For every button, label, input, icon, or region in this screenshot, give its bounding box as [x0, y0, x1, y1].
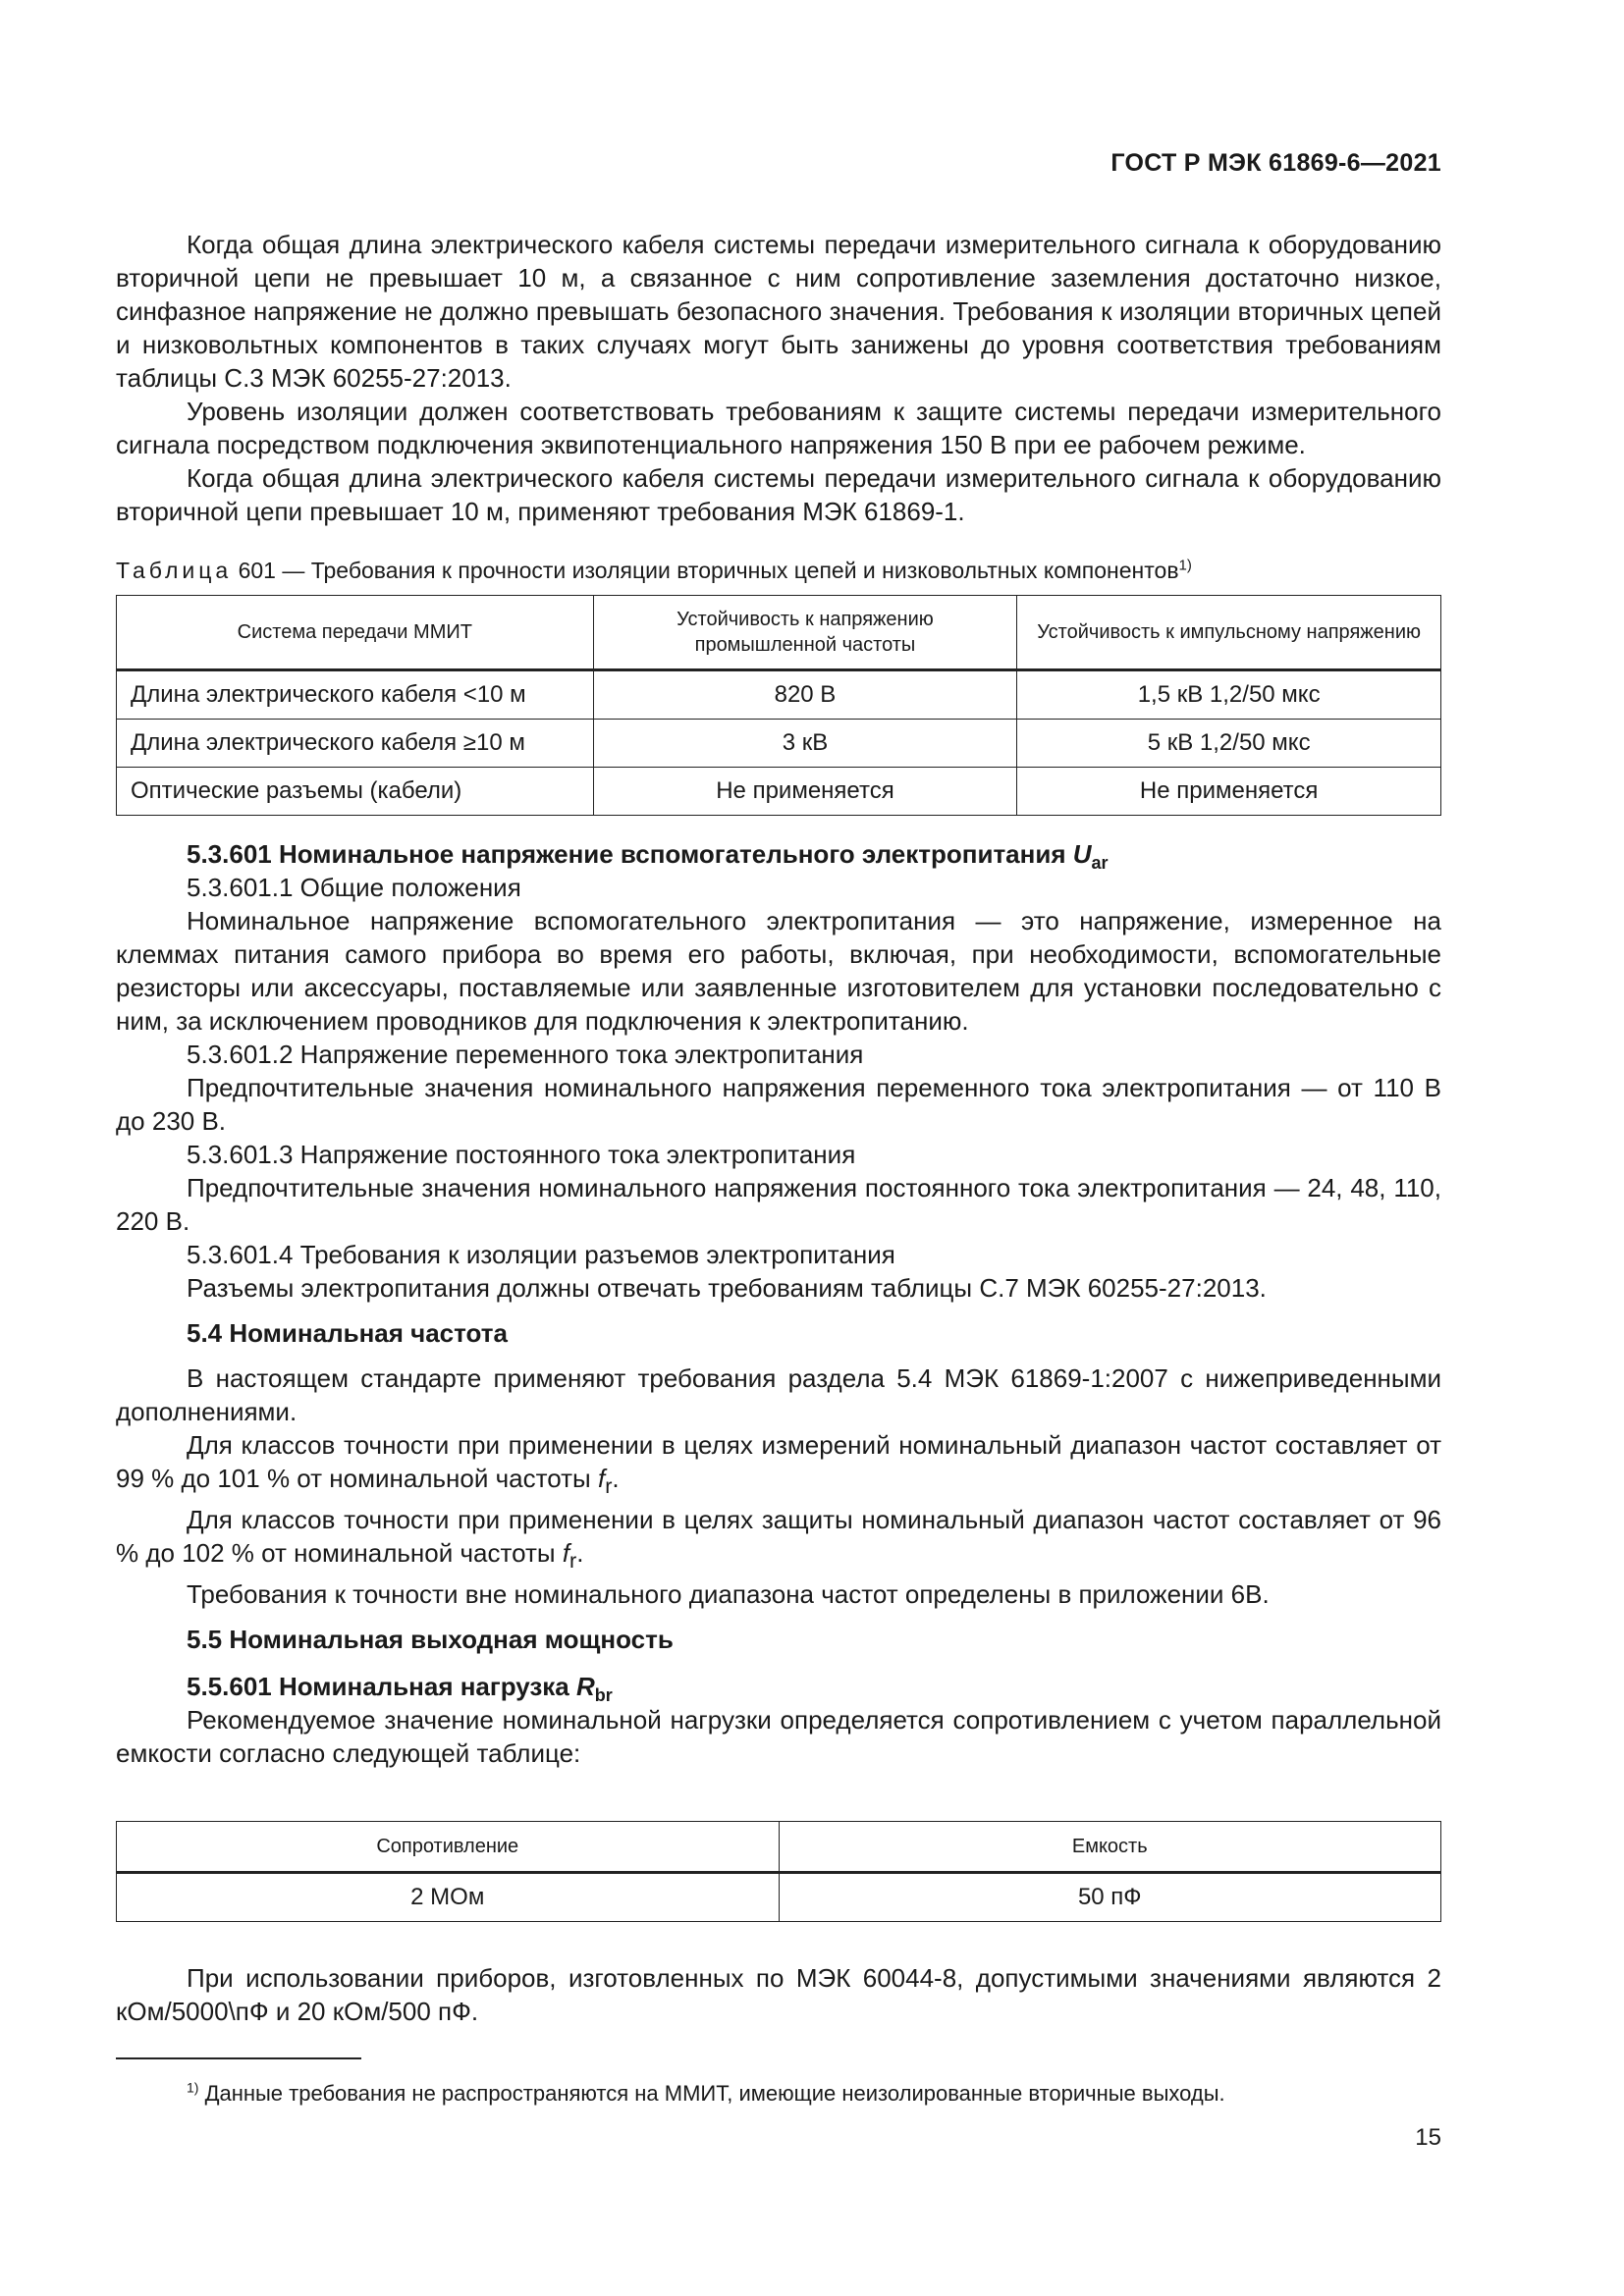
section-heading-5-5: 5.5 Номинальная выходная мощность [187, 1625, 674, 1655]
footnote-mark: 1) [187, 2079, 199, 2096]
paragraph: Предпочтительные значения номинального напряжения постоянного тока электропитания — 24, 48, 110, 220 В. [116, 1173, 1441, 1236]
paragraph [116, 1428, 1441, 1503]
subsection-heading: 5.3.601.2 Напряжение переменного тока электропитания [187, 1040, 864, 1069]
footnote-separator [116, 2057, 361, 2059]
table-cell: 1,5 кВ 1,2/50 мкс [1017, 670, 1441, 720]
subsection-heading: 5.3.601.4 Требования к изоляции разъемов электропитания [187, 1240, 895, 1269]
page-number: 15 [1415, 2124, 1441, 2151]
variable-subscript: ar [1091, 853, 1109, 874]
table-cell: 3 кВ [593, 720, 1017, 768]
paragraph: Требования к точности вне номинального диапазона частот определены в приложении 6В. [187, 1579, 1270, 1610]
table-header-row [117, 1822, 1441, 1873]
variable-symbol: U [1072, 839, 1092, 869]
table-cell: 5 кВ 1,2/50 мкс [1017, 720, 1441, 768]
paragraph: Уровень изоляции должен соответствовать требованиям к защите системы передачи измерительного сигнала посредством подключения эквипотенциального напряжения 150 В при ее рабочем режиме. [116, 397, 1441, 459]
footnote-text: Данные требования не распространяются на ММИТ, имеющие неизолированные вторичные выходы. [198, 2081, 1225, 2106]
table-caption [116, 556, 1441, 585]
paragraph [116, 1503, 1441, 1577]
table-header-cell: Сопротивление [117, 1822, 780, 1873]
section-title: 5.5.601 Номинальная нагрузка [187, 1672, 576, 1702]
paragraph: В настоящем стандарте применяют требования раздела 5.4 МЭК 61869-1:2007 с нижеприведенными дополнениями. [116, 1363, 1441, 1426]
paragraph: Рекомендуемое значение номинальной нагрузки определяется сопротивлением с учетом параллельной емкости согласно следующей таблице: [116, 1705, 1441, 1769]
paragraph-text: Для классов точности при применении в целях защиты номинальный диапазон частот составляет от 96 % до 102 % от номинальной частоты [116, 1505, 1441, 1569]
table-cell: Не применяется [1017, 768, 1441, 816]
paragraph: Номинальное напряжение вспомогательного электропитания — это напряжение, измеренное на клеммах питания самого прибора во время его работы, включая, при необходимости, вспомогательные резисторы или аксессуары, поставляемые или заявленные изготовителем для установки последовательно с ним, за исключением проводников для подключения к электропитанию. [116, 906, 1441, 1036]
table-header-cell: Система передачи ММИТ [117, 596, 594, 670]
table-cell: Оптические разъемы (кабели) [117, 768, 594, 816]
paragraph: При использовании приборов, изготовленных по МЭК 60044-8, допустимыми значениями являются 2 кОм/5000\пФ и 20 кОм/500 пФ. [116, 1963, 1441, 2027]
table-row [117, 768, 1441, 816]
table-cell: 2 МОм [117, 1873, 780, 1922]
table-cell: Не применяется [593, 768, 1017, 816]
variable-symbol: R [576, 1672, 595, 1702]
table-header-row [117, 596, 1441, 670]
variable-symbol: f [597, 1464, 606, 1493]
insulation-table [116, 595, 1441, 816]
burden-table [116, 1821, 1441, 1922]
table-caption-text: 601 — Требования к прочности изоляции вторичных цепей и низковольтных компонентов [232, 558, 1179, 583]
section-heading-5-4: 5.4 Номинальная частота [187, 1318, 508, 1348]
subsection-heading: 5.3.601.1 Общие положения [187, 873, 521, 902]
footnote-ref: 1) [1178, 557, 1192, 574]
paragraph: Разъемы электропитания должны отвечать требованиям таблицы С.7 МЭК 60255-27:2013. [187, 1273, 1267, 1303]
table-caption-word: Таблица [116, 558, 233, 583]
table-header-cell: Емкость [779, 1822, 1441, 1873]
section-heading-5-5-601 [116, 1670, 1441, 1706]
table-cell: 820 В [593, 670, 1017, 720]
paragraph-text: Для классов точности при применении в целях измерений номинальный диапазон частот составляет от 99 % до 101 % от номинальной частоты [116, 1430, 1441, 1493]
table-header-cell: Устойчивость к импульсному напряжению [1017, 596, 1441, 670]
document-header: ГОСТ Р МЭК 61869-6—2021 [1110, 149, 1441, 177]
variable-subscript: r [569, 1548, 577, 1574]
variable-subscript: br [594, 1685, 613, 1706]
subsection-heading: 5.3.601.3 Напряжение постоянного тока электропитания [187, 1140, 856, 1169]
paragraph: Когда общая длина электрического кабеля системы передачи измерительного сигнала к оборудованию вторичной цепи не превышает 10 м, а связанное с ним сопротивление заземления достаточно низкое, синфазное напряжение не должно превышать безопасного значения. Требования к изоляции вторичных цепей и низковольтных компонентов в таких случаях могут быть занижены до уровня соответствия требованиям таблицы С.3 МЭК 60255-27:2013. [116, 230, 1441, 393]
variable-symbol: f [562, 1538, 570, 1569]
paragraph-end: . [612, 1464, 620, 1493]
document-body [116, 228, 1441, 2028]
section-title: 5.3.601 Номинальное напряжение вспомогательного электропитания [187, 839, 1073, 869]
paragraph: Когда общая длина электрического кабеля системы передачи измерительного сигнала к оборудованию вторичной цепи превышает 10 м, применяют требования МЭК 61869-1. [116, 463, 1441, 526]
variable-subscript: r [605, 1473, 613, 1499]
table-cell: Длина электрического кабеля ≥10 м [117, 720, 594, 768]
table-row [117, 1873, 1441, 1922]
section-heading-5-3-601 [116, 837, 1441, 874]
paragraph-end: . [576, 1538, 584, 1569]
table-row [117, 720, 1441, 768]
footnote [187, 2079, 1225, 2109]
table-cell: 50 пФ [779, 1873, 1441, 1922]
table-cell: Длина электрического кабеля <10 м [117, 670, 594, 720]
table-row [117, 670, 1441, 720]
paragraph: Предпочтительные значения номинального напряжения переменного тока электропитания — от 110 В до 230 В. [116, 1073, 1441, 1136]
table-header-cell: Устойчивость к напряжению промышленной частоты [593, 596, 1017, 670]
